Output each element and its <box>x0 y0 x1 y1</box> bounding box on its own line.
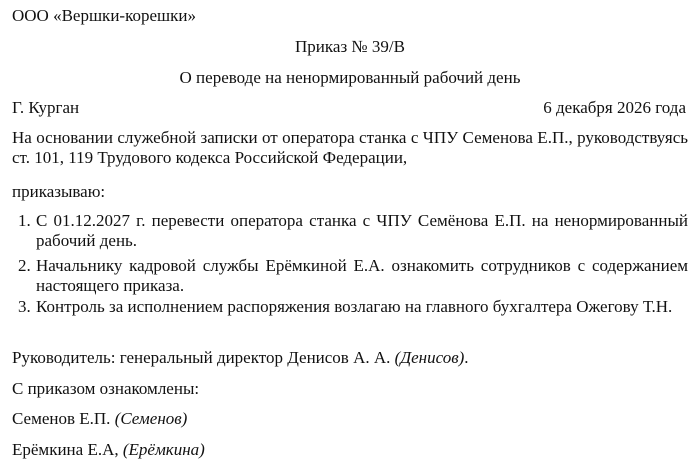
signatory-line <box>12 440 205 460</box>
manager-line <box>12 348 469 368</box>
order-date: 6 декабря 2026 года <box>543 98 686 117</box>
acknowledged-heading: С приказом ознакомлены: <box>12 379 200 398</box>
order-basis: На основании служебной записки от оператора станка с ЧПУ Семенова Е.П., руководствуясь ст. 101, 119 Трудового кодекса Российской Федерации, <box>12 128 688 167</box>
order-word: приказываю: <box>12 182 106 201</box>
city: Г. Курган <box>12 98 80 117</box>
order-item-text: С 01.12.2027 г. перевести оператора станка с ЧПУ Семёнова Е.П. на ненормированный рабочий день. <box>36 211 688 250</box>
signatory-name: Семенов Е.П. <box>12 409 111 428</box>
order-number: Приказ № 39/В <box>295 37 405 56</box>
signatory-name: Ерёмкина Е.А, <box>12 440 119 459</box>
order-item-number: 1. <box>18 211 31 230</box>
order-item <box>12 211 688 251</box>
order-item <box>12 297 688 317</box>
order-item <box>12 256 688 296</box>
signatory-line <box>12 409 187 429</box>
order-item-number: 2. <box>18 256 31 275</box>
manager-label: Руководитель: генеральный директор Денисов А. А. <box>12 348 391 367</box>
company-name: ООО «Вершки-корешки» <box>12 6 196 25</box>
order-item-text: Контроль за исполнением распоряжения возлагаю на главного бухгалтера Ожегову Т.Н. <box>36 297 673 316</box>
order-item-number: 3. <box>18 297 31 316</box>
signatory-signature: (Семенов) <box>114 409 188 428</box>
signatory-signature: (Ерёмкина) <box>122 440 205 459</box>
order-subject: О переводе на ненормированный рабочий день <box>179 68 521 87</box>
order-item-text: Начальнику кадровой службы Ерёмкиной Е.А. ознакомить сотрудников с содержанием настоящего приказа. <box>36 256 688 295</box>
manager-signature: (Денисов) <box>394 348 465 367</box>
manager-end: . <box>464 348 469 367</box>
